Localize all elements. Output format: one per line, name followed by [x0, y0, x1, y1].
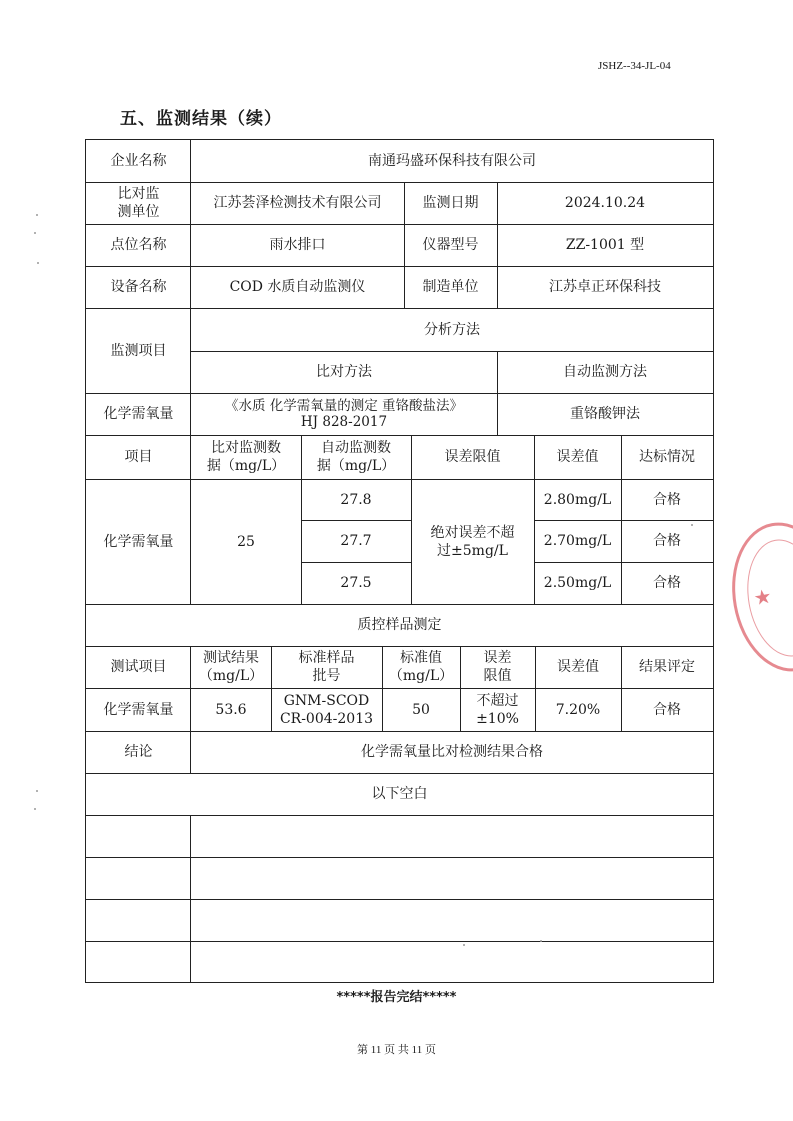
scan-speck — [691, 524, 693, 526]
col-line — [497, 351, 498, 435]
col-line — [621, 646, 622, 731]
qc-header-standard-value: 标准值 （mg/L） — [388, 650, 454, 684]
row-line — [534, 562, 714, 563]
header-error-limit: 误差限值 — [444, 449, 501, 465]
col-line — [271, 646, 272, 731]
blank-note: 以下空白 — [371, 786, 428, 802]
label-analysis-method: 分析方法 — [424, 321, 480, 338]
comparison-method-value: 《水质 化学需氧量的测定 重铬酸盐法》 HJ 828-2017 — [224, 398, 464, 430]
col-line — [382, 646, 383, 731]
row-line — [85, 731, 714, 732]
scan-speck — [34, 808, 36, 810]
col-line — [411, 435, 412, 604]
col-line — [497, 182, 498, 308]
row-line — [85, 393, 714, 394]
error-value-row-2: 2.70mg/L — [543, 533, 612, 549]
error-limit-value: 绝对误差不超 过±5mg/L — [430, 524, 515, 559]
col-line — [534, 435, 535, 604]
conclusion-value: 化学需氧量比对检测结果合格 — [361, 744, 543, 760]
qc-header-error-limit: 误差 限值 — [483, 650, 512, 684]
error-value-row-1: 2.80mg/L — [543, 491, 612, 508]
qc-title: 质控样品测定 — [357, 617, 442, 633]
scan-speck — [34, 232, 36, 234]
qc-error-value: 7.20% — [555, 701, 601, 718]
page-number: 第 11 页 共 11 页 — [357, 1044, 436, 1056]
col-line — [621, 435, 622, 604]
label-comparison-method: 比对方法 — [316, 364, 372, 380]
row-line — [85, 479, 714, 480]
scan-speck — [36, 214, 38, 216]
col-line — [190, 815, 191, 983]
label-monitor-date: 监测日期 — [422, 195, 479, 211]
status-row-1: 合格 — [653, 491, 681, 508]
col-line — [404, 182, 405, 308]
header-auto-data: 自动监测数 据（mg/L） — [316, 440, 396, 474]
label-manufacturer: 制造单位 — [422, 279, 479, 295]
label-comparison-unit: 比对监 测单位 — [117, 186, 160, 220]
value-manufacturer: 江苏卓正环保科技 — [549, 279, 661, 295]
qc-header-test-result: 测试结果 （mg/L） — [198, 650, 264, 684]
qc-test-result: 53.6 — [215, 701, 247, 718]
qc-error-limit: 不超过 ±10% — [476, 692, 519, 727]
table-border-left — [85, 139, 86, 983]
row-line — [85, 941, 714, 942]
label-company: 企业名称 — [110, 153, 167, 169]
label-instrument-model: 仪器型号 — [422, 237, 479, 253]
qc-header-test-item: 测试项目 — [110, 659, 167, 675]
error-value-row-3: 2.50mg/L — [543, 575, 612, 591]
status-row-3: 合格 — [653, 575, 681, 591]
col-line — [190, 646, 191, 773]
label-conclusion: 结论 — [124, 744, 153, 760]
value-comparison-unit: 江苏荟泽检测技术有限公司 — [213, 195, 382, 211]
header-comparison-data: 比对监测数 据（mg/L） — [206, 440, 286, 474]
row-line — [85, 182, 714, 183]
value-monitor-date: 2024.10.24 — [564, 195, 646, 211]
section-title: 五、监测结果（续） — [120, 109, 282, 129]
row-line — [85, 435, 714, 436]
auto-value-row-2: 27.7 — [340, 533, 372, 549]
official-seal — [721, 514, 793, 680]
row-line — [85, 266, 714, 267]
row-line — [85, 308, 714, 309]
table-border-top — [85, 139, 714, 140]
qc-result: 合格 — [653, 701, 681, 718]
scan-speck — [463, 944, 465, 946]
auto-value-row-3: 27.5 — [340, 575, 372, 591]
value-point-name: 雨水排口 — [269, 237, 326, 253]
row-line — [85, 773, 714, 774]
row-line — [85, 646, 714, 647]
qc-batch: GNM-SCOD CR-004-2013 — [279, 692, 374, 727]
label-monitor-item: 监测项目 — [110, 342, 167, 359]
col-line — [190, 139, 191, 604]
row-line — [85, 857, 714, 858]
row-line — [301, 562, 411, 563]
header-status: 达标情况 — [639, 449, 695, 465]
row-line — [85, 688, 714, 689]
value-device-name: COD 水质自动监测仪 — [229, 279, 366, 295]
label-device-name: 设备名称 — [110, 279, 167, 295]
qc-header-error-value: 误差值 — [557, 659, 599, 675]
method-item: 化学需氧量 — [103, 406, 174, 422]
col-line — [460, 646, 461, 731]
comparison-value: 25 — [237, 533, 255, 550]
label-auto-method: 自动监测方法 — [563, 364, 647, 380]
row-line — [85, 224, 714, 225]
auto-value-row-1: 27.8 — [340, 491, 372, 508]
col-line — [535, 646, 536, 731]
value-company: 南通玛盛环保科技有限公司 — [368, 153, 536, 169]
qc-header-batch: 标准样品 批号 — [298, 650, 355, 684]
table-border-right — [713, 139, 714, 983]
row-line — [191, 351, 714, 352]
row-line — [85, 899, 714, 900]
qc-header-result: 结果评定 — [639, 659, 695, 675]
label-point-name: 点位名称 — [110, 237, 167, 253]
row-line — [301, 520, 411, 521]
header-item: 项目 — [124, 449, 153, 465]
scan-speck — [540, 940, 542, 942]
seal-star-icon: ★ — [751, 583, 774, 611]
status-row-2: 合格 — [653, 533, 681, 549]
comparison-item: 化学需氧量 — [103, 533, 174, 550]
qc-standard-value: 50 — [412, 701, 430, 718]
row-line — [85, 604, 714, 605]
scan-speck — [37, 262, 39, 264]
qc-test-item: 化学需氧量 — [103, 701, 174, 718]
value-instrument-model: ZZ-1001 型 — [565, 237, 645, 253]
auto-method-value: 重铬酸钾法 — [570, 406, 640, 422]
row-line — [534, 520, 714, 521]
scan-speck — [36, 790, 38, 792]
report-end-mark: *****报告完结***** — [336, 990, 457, 1005]
col-line — [301, 435, 302, 604]
header-error-value: 误差值 — [556, 449, 599, 465]
table-border-bottom — [85, 982, 714, 983]
document-code: JSHZ--34-JL-04 — [598, 60, 671, 72]
row-line — [85, 815, 714, 816]
